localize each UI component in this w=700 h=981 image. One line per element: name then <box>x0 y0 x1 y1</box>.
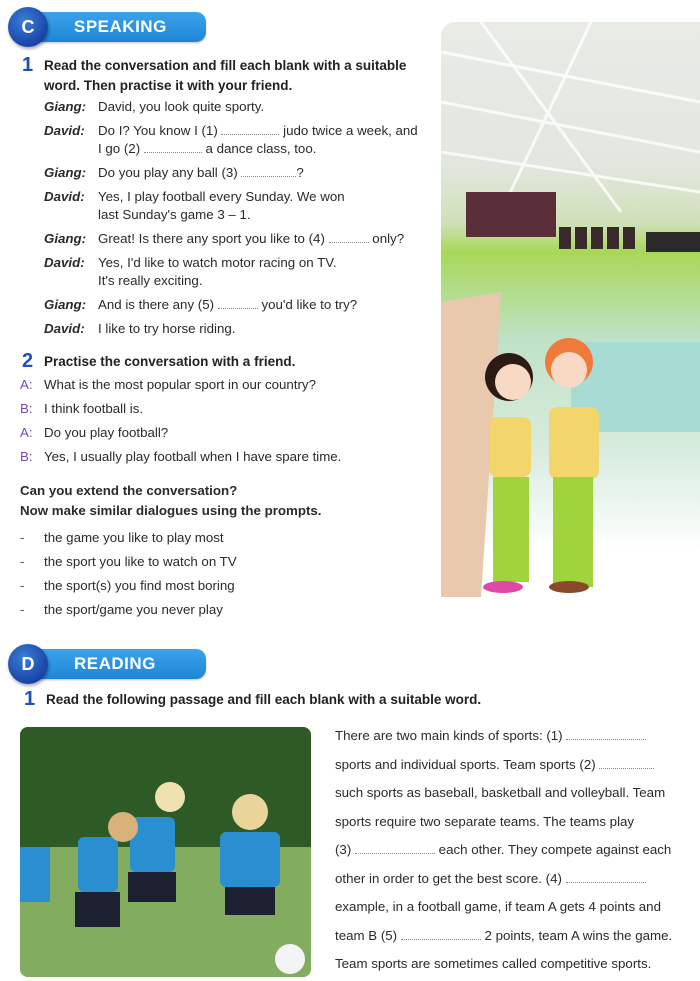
section-title: READING <box>74 654 156 673</box>
task-number: 1 <box>24 688 36 710</box>
passage-line: sports and individual sports. Team sports (2) <box>335 751 690 780</box>
blank-3[interactable] <box>241 164 296 177</box>
speaker-label: Giang: <box>44 297 87 312</box>
speaker-label: Giang: <box>44 99 87 114</box>
dialogue-line: David: Yes, I play football every Sunday. We won last Sunday's game 3 – 1. <box>44 189 345 222</box>
passage-blank-5[interactable] <box>401 927 481 940</box>
passage-line: such sports as baseball, basketball and volleyball. Team <box>335 785 666 800</box>
football-scene-icon <box>20 727 311 977</box>
blank-1[interactable] <box>221 122 279 135</box>
passage-line: team B (5) 2 points, team A wins the game. <box>335 927 673 943</box>
section-letter-badge: D <box>8 644 48 684</box>
sports-hall-illustration <box>441 22 700 597</box>
sports-hall-scene-icon <box>441 22 700 597</box>
dialogue-line: B: Yes, I usually play football when I have spare time. <box>20 449 342 464</box>
dialogue-line: David: Do I? You know I (1) judo twice a week, and I go (2) a dance class, too. <box>44 123 418 156</box>
passage-blank-2[interactable] <box>599 756 654 769</box>
dialogue-line: B: I think football is. <box>20 401 144 416</box>
passage-blank-3[interactable] <box>355 841 435 854</box>
speaker-label: David: <box>44 123 85 138</box>
section-title-pill <box>26 649 206 679</box>
task-number: 1 <box>22 54 34 76</box>
blank-4[interactable] <box>329 230 369 243</box>
children-football-photo <box>20 727 311 977</box>
speaker-label: David: <box>44 255 85 270</box>
passage-blank-4[interactable] <box>566 870 646 883</box>
speaker-label: Giang: <box>44 165 87 180</box>
speaker-label: B: <box>20 401 33 416</box>
passage-line: other in order to get the best score. (4) <box>335 865 690 894</box>
blank-2[interactable] <box>144 140 202 153</box>
passage-line: sports require two separate teams. The teams play <box>335 813 635 829</box>
dialogue-line: Giang: David, you look quite sporty. <box>44 99 265 114</box>
list-item: - the sport you like to watch on TV <box>20 554 237 569</box>
dialogue-line: A: What is the most popular sport in our country? <box>20 377 316 392</box>
task-number: 2 <box>22 350 34 372</box>
reading-task-instruction: 1 Read the following passage and fill each blank with a suitable word. <box>24 688 482 710</box>
section-title-pill <box>26 12 206 42</box>
list-item: - the game you like to play most <box>20 530 224 545</box>
list-item: - the sport/game you never play <box>20 602 223 617</box>
passage-blank-1[interactable] <box>566 727 646 740</box>
speaker-label: A: <box>20 377 33 392</box>
speaker-label: David: <box>44 189 85 204</box>
task-1-instruction: 1 Read the conversation and fill each blank with a suitable word. Then practise it with your friend. <box>22 54 407 93</box>
passage-line: Team sports are sometimes called competitive sports. <box>335 956 652 971</box>
dialogue-line: David: Yes, I'd like to watch motor racing on TV. It's really exciting. <box>44 255 337 288</box>
dialogue-line: Giang: And is there any (5) you'd like to try? <box>44 297 358 312</box>
speaker-label: A: <box>20 425 33 440</box>
prompt-list <box>20 529 420 625</box>
practice-dialogue <box>20 376 420 472</box>
task-2-instruction: 2 Practise the conversation with a friend. <box>22 350 296 372</box>
blank-5[interactable] <box>218 296 258 309</box>
dialogue-line: A: Do you play football? <box>20 425 169 440</box>
extend-instruction: Can you extend the conversation? Now make similar dialogues using the prompts. <box>20 483 322 518</box>
dialogue-line: David: I like to try horse riding. <box>44 321 236 336</box>
section-title: SPEAKING <box>74 17 167 36</box>
dialogue-line: Giang: Great! Is there any sport you like to (4) only? <box>44 231 405 246</box>
passage-line: There are two main kinds of sports: (1) <box>335 722 690 751</box>
speaker-label: David: <box>44 321 85 336</box>
dialogue-line: Giang: Do you play any ball (3) ? <box>44 165 304 180</box>
speaker-label: B: <box>20 449 33 464</box>
passage-line: example, in a football game, if team A gets 4 points and <box>335 899 661 914</box>
passage-line: (3) each other. They compete against each <box>335 842 672 857</box>
section-letter-badge: C <box>8 7 48 47</box>
speaker-label: Giang: <box>44 231 87 246</box>
list-item: - the sport(s) you find most boring <box>20 578 235 593</box>
reading-passage <box>335 722 690 979</box>
conversation-dialogue <box>44 98 424 344</box>
